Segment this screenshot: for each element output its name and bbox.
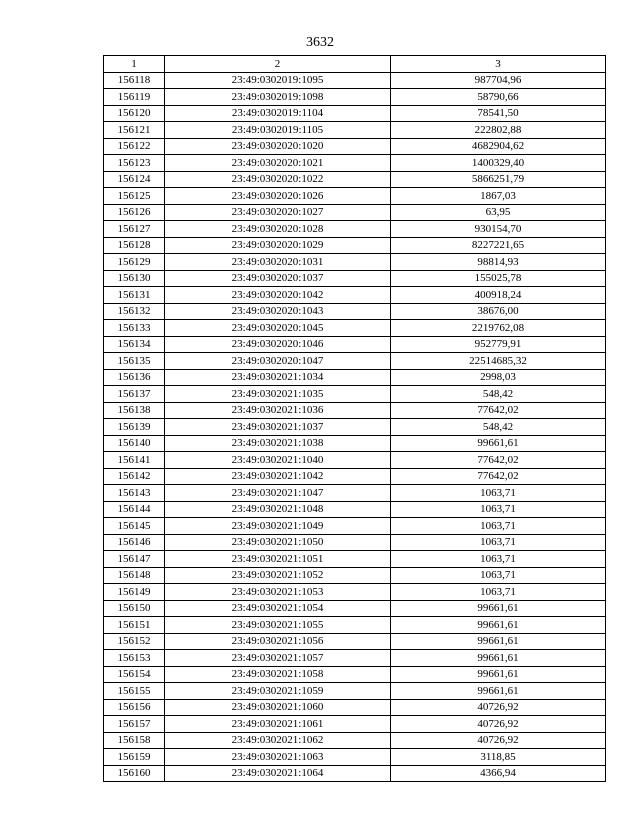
table-row [104,699,606,716]
value-cell: 548,42 [391,419,606,436]
row-number-cell: 156160 [104,765,165,782]
row-number-cell: 156125 [104,188,165,205]
cadastral-number-cell: 23:49:0302021:1034 [165,369,391,386]
cadastral-number-cell: 23:49:0302021:1060 [165,699,391,716]
row-number-cell: 156153 [104,650,165,667]
row-number-cell: 156136 [104,369,165,386]
value-cell: 99661,61 [391,633,606,650]
data-table [103,55,606,782]
cadastral-number-cell: 23:49:0302019:1098 [165,89,391,106]
cadastral-number-cell: 23:49:0302021:1057 [165,650,391,667]
header-row [104,56,606,73]
table-row [104,617,606,634]
value-cell: 155025,78 [391,270,606,287]
table-row [104,600,606,617]
value-cell: 1063,71 [391,485,606,502]
table-row [104,765,606,782]
row-number-cell: 156149 [104,584,165,601]
cadastral-number-cell: 23:49:0302021:1051 [165,551,391,568]
table-row [104,122,606,139]
cadastral-number-cell: 23:49:0302020:1047 [165,353,391,370]
cadastral-number-cell: 23:49:0302021:1059 [165,683,391,700]
row-number-cell: 156139 [104,419,165,436]
table-row [104,468,606,485]
value-cell: 78541,50 [391,105,606,122]
value-cell: 40726,92 [391,716,606,733]
value-cell: 98814,93 [391,254,606,271]
value-cell: 99661,61 [391,650,606,667]
row-number-cell: 156119 [104,89,165,106]
table-row [104,683,606,700]
row-number-cell: 156118 [104,72,165,89]
row-number-cell: 156133 [104,320,165,337]
table-row [104,221,606,238]
cadastral-number-cell: 23:49:0302020:1027 [165,204,391,221]
table-row [104,435,606,452]
row-number-cell: 156152 [104,633,165,650]
table-row [104,666,606,683]
value-cell: 2998,03 [391,369,606,386]
table-row [104,171,606,188]
header-col-3: 3 [391,56,606,73]
value-cell: 22514685,32 [391,353,606,370]
row-number-cell: 156158 [104,732,165,749]
cadastral-number-cell: 23:49:0302020:1029 [165,237,391,254]
cadastral-number-cell: 23:49:0302021:1047 [165,485,391,502]
row-number-cell: 156138 [104,402,165,419]
cadastral-number-cell: 23:49:0302020:1031 [165,254,391,271]
value-cell: 548,42 [391,386,606,403]
value-cell: 99661,61 [391,617,606,634]
cadastral-number-cell: 23:49:0302020:1026 [165,188,391,205]
row-number-cell: 156142 [104,468,165,485]
table-row [104,353,606,370]
value-cell: 3118,85 [391,749,606,766]
value-cell: 2219762,08 [391,320,606,337]
table-row [104,369,606,386]
value-cell: 987704,96 [391,72,606,89]
row-number-cell: 156128 [104,237,165,254]
table-row [104,419,606,436]
cadastral-number-cell: 23:49:0302020:1021 [165,155,391,172]
row-number-cell: 156123 [104,155,165,172]
table-row [104,749,606,766]
value-cell: 99661,61 [391,435,606,452]
cadastral-number-cell: 23:49:0302020:1037 [165,270,391,287]
table-row [104,584,606,601]
row-number-cell: 156156 [104,699,165,716]
header-col-1: 1 [104,56,165,73]
value-cell: 8227221,65 [391,237,606,254]
cadastral-number-cell: 23:49:0302021:1053 [165,584,391,601]
table-row [104,237,606,254]
table-row [104,138,606,155]
value-cell: 222802,88 [391,122,606,139]
value-cell: 1063,71 [391,551,606,568]
row-number-cell: 156151 [104,617,165,634]
row-number-cell: 156127 [104,221,165,238]
value-cell: 5866251,79 [391,171,606,188]
row-number-cell: 156122 [104,138,165,155]
cadastral-number-cell: 23:49:0302021:1048 [165,501,391,518]
table-row [104,303,606,320]
row-number-cell: 156135 [104,353,165,370]
value-cell: 77642,02 [391,402,606,419]
table-header [104,56,606,73]
table-row [104,320,606,337]
value-cell: 1063,71 [391,584,606,601]
cadastral-number-cell: 23:49:0302019:1104 [165,105,391,122]
row-number-cell: 156155 [104,683,165,700]
cadastral-number-cell: 23:49:0302021:1062 [165,732,391,749]
table-row [104,336,606,353]
cadastral-number-cell: 23:49:0302021:1063 [165,749,391,766]
cadastral-number-cell: 23:49:0302021:1035 [165,386,391,403]
cadastral-number-cell: 23:49:0302021:1058 [165,666,391,683]
table-row [104,254,606,271]
cadastral-number-cell: 23:49:0302021:1052 [165,567,391,584]
table-row [104,287,606,304]
value-cell: 1400329,40 [391,155,606,172]
value-cell: 77642,02 [391,452,606,469]
table-row [104,204,606,221]
cadastral-number-cell: 23:49:0302021:1040 [165,452,391,469]
row-number-cell: 156120 [104,105,165,122]
row-number-cell: 156140 [104,435,165,452]
table-row [104,452,606,469]
row-number-cell: 156148 [104,567,165,584]
value-cell: 63,95 [391,204,606,221]
cadastral-number-cell: 23:49:0302020:1043 [165,303,391,320]
table-row [104,89,606,106]
table-row [104,518,606,535]
row-number-cell: 156121 [104,122,165,139]
cadastral-number-cell: 23:49:0302020:1028 [165,221,391,238]
cadastral-number-cell: 23:49:0302021:1054 [165,600,391,617]
cadastral-number-cell: 23:49:0302021:1061 [165,716,391,733]
row-number-cell: 156134 [104,336,165,353]
table-body [104,72,606,782]
value-cell: 99661,61 [391,600,606,617]
table-row [104,105,606,122]
row-number-cell: 156146 [104,534,165,551]
row-number-cell: 156144 [104,501,165,518]
row-number-cell: 156131 [104,287,165,304]
value-cell: 400918,24 [391,287,606,304]
table-row [104,501,606,518]
cadastral-number-cell: 23:49:0302020:1046 [165,336,391,353]
table-row [104,650,606,667]
table-row [104,270,606,287]
table-row [104,72,606,89]
row-number-cell: 156137 [104,386,165,403]
value-cell: 38676,00 [391,303,606,320]
value-cell: 99661,61 [391,683,606,700]
row-number-cell: 156157 [104,716,165,733]
value-cell: 4366,94 [391,765,606,782]
cadastral-number-cell: 23:49:0302020:1042 [165,287,391,304]
value-cell: 4682904,62 [391,138,606,155]
table-row [104,732,606,749]
cadastral-number-cell: 23:49:0302021:1049 [165,518,391,535]
cadastral-number-cell: 23:49:0302020:1022 [165,171,391,188]
cadastral-number-cell: 23:49:0302020:1020 [165,138,391,155]
row-number-cell: 156150 [104,600,165,617]
row-number-cell: 156132 [104,303,165,320]
value-cell: 1063,71 [391,567,606,584]
row-number-cell: 156126 [104,204,165,221]
row-number-cell: 156130 [104,270,165,287]
cadastral-number-cell: 23:49:0302021:1038 [165,435,391,452]
row-number-cell: 156129 [104,254,165,271]
cadastral-number-cell: 23:49:0302021:1064 [165,765,391,782]
table-row [104,534,606,551]
row-number-cell: 156143 [104,485,165,502]
cadastral-number-cell: 23:49:0302021:1050 [165,534,391,551]
cadastral-number-cell: 23:49:0302021:1037 [165,419,391,436]
row-number-cell: 156159 [104,749,165,766]
page-number: 3632 [306,35,334,50]
value-cell: 1867,03 [391,188,606,205]
value-cell: 40726,92 [391,732,606,749]
value-cell: 1063,71 [391,534,606,551]
row-number-cell: 156147 [104,551,165,568]
cadastral-number-cell: 23:49:0302021:1036 [165,402,391,419]
cadastral-number-cell: 23:49:0302021:1056 [165,633,391,650]
cadastral-number-cell: 23:49:0302019:1095 [165,72,391,89]
value-cell: 99661,61 [391,666,606,683]
table-row [104,188,606,205]
value-cell: 40726,92 [391,699,606,716]
cadastral-number-cell: 23:49:0302021:1055 [165,617,391,634]
table-row [104,567,606,584]
table-row [104,402,606,419]
value-cell: 77642,02 [391,468,606,485]
row-number-cell: 156124 [104,171,165,188]
value-cell: 58790,66 [391,89,606,106]
table-row [104,633,606,650]
header-col-2: 2 [165,56,391,73]
value-cell: 1063,71 [391,518,606,535]
cadastral-number-cell: 23:49:0302020:1045 [165,320,391,337]
value-cell: 1063,71 [391,501,606,518]
table-row [104,485,606,502]
cadastral-number-cell: 23:49:0302019:1105 [165,122,391,139]
table-row [104,716,606,733]
cadastral-number-cell: 23:49:0302021:1042 [165,468,391,485]
table-row [104,155,606,172]
table-row [104,386,606,403]
row-number-cell: 156154 [104,666,165,683]
value-cell: 930154,70 [391,221,606,238]
row-number-cell: 156141 [104,452,165,469]
row-number-cell: 156145 [104,518,165,535]
value-cell: 952779,91 [391,336,606,353]
table-row [104,551,606,568]
